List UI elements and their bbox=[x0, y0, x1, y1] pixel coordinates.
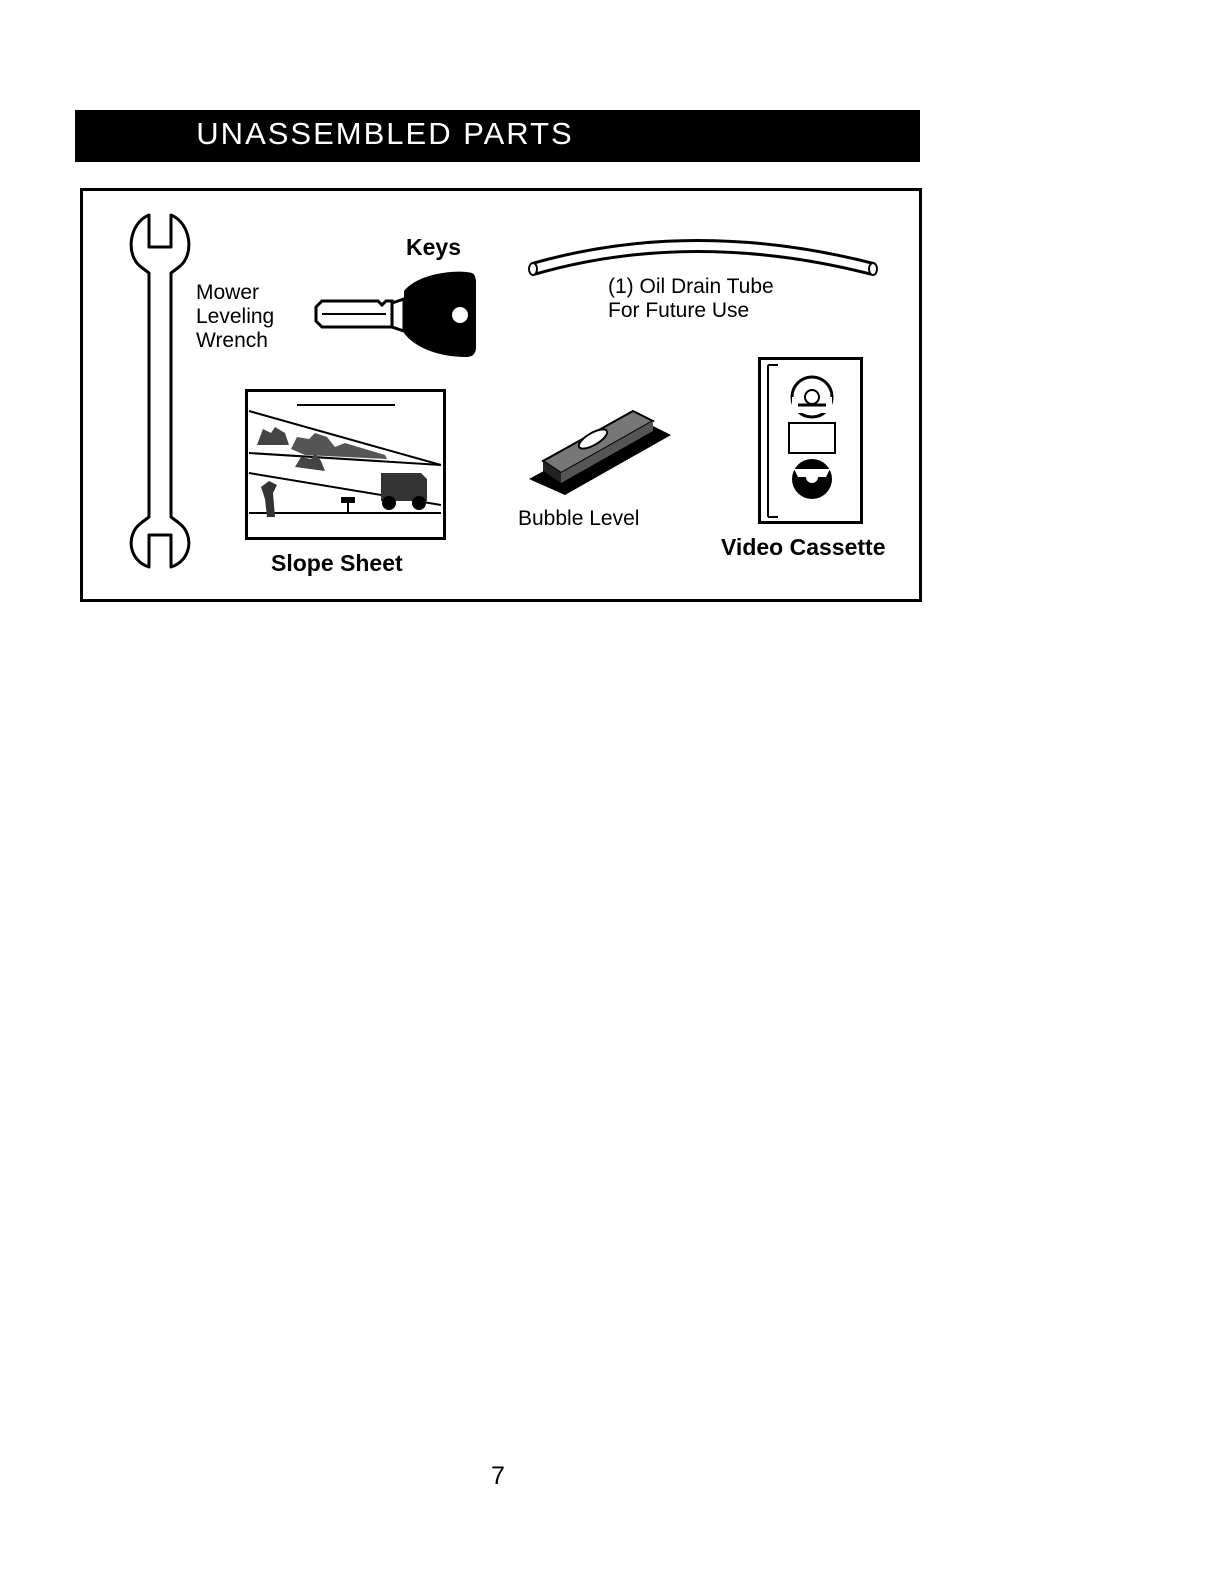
video-cassette-icon bbox=[758, 357, 864, 525]
section-header bbox=[75, 110, 920, 162]
section-title: UNASSEMBLED PARTS bbox=[196, 116, 574, 151]
video-cassette-label: Video Cassette bbox=[721, 534, 886, 560]
wrench-label bbox=[196, 281, 274, 353]
slope-sheet-label: Slope Sheet bbox=[271, 550, 403, 576]
page-number: 7 bbox=[491, 1462, 505, 1490]
tube-label bbox=[608, 275, 774, 323]
wrench-label-line: Mower bbox=[196, 281, 260, 304]
wrench-label-line: Wrench bbox=[196, 329, 268, 352]
slope-sheet-icon bbox=[245, 389, 447, 541]
bubble-level-icon bbox=[521, 399, 681, 499]
tube-label-line: For Future Use bbox=[608, 299, 750, 322]
keys-label: Keys bbox=[406, 234, 461, 260]
tube-label-line: (1) Oil Drain Tube bbox=[608, 275, 774, 298]
wrench-label-line: Leveling bbox=[196, 305, 275, 328]
key-icon bbox=[308, 269, 483, 361]
bubble-level-label: Bubble Level bbox=[518, 507, 640, 530]
parts-panel bbox=[80, 188, 922, 602]
wrench-icon bbox=[121, 209, 201, 569]
